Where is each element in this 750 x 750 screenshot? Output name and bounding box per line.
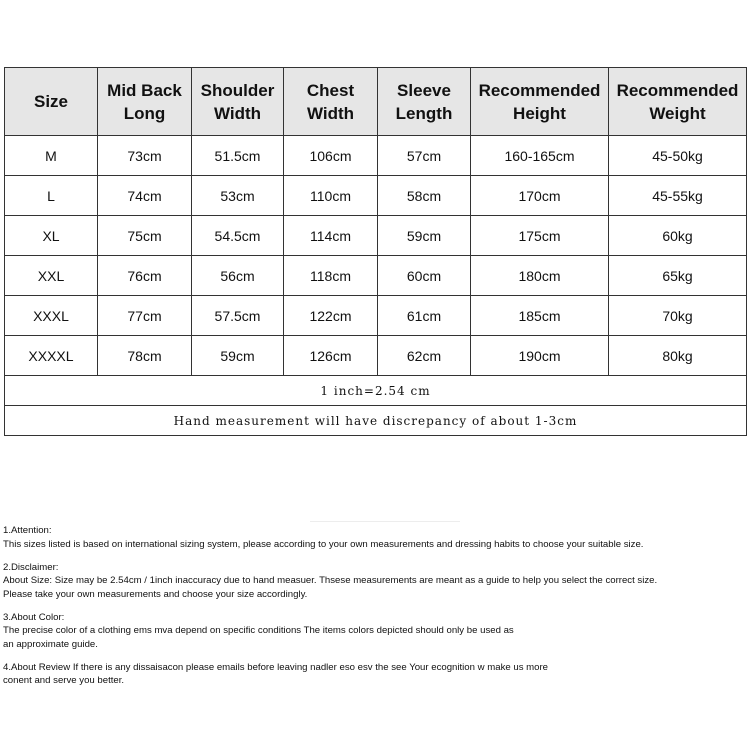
cell-shoulder-width: 56cm — [192, 256, 284, 296]
size-chart-table — [4, 67, 747, 436]
cell-size: XXXXL — [5, 336, 98, 376]
cell-recommended-weight: 45-50kg — [609, 136, 747, 176]
divider — [310, 521, 460, 522]
cell-recommended-height: 170cm — [471, 176, 609, 216]
cell-recommended-height: 180cm — [471, 256, 609, 296]
note-heading: 3.About Color: — [3, 611, 65, 623]
cell-chest-width: 126cm — [284, 336, 378, 376]
conversion-note: 1 inch=2.54 cm — [5, 376, 747, 406]
cell-recommended-height: 175cm — [471, 216, 609, 256]
header-size: Size — [5, 68, 98, 136]
note-text: an approximate guide. — [3, 638, 98, 650]
cell-recommended-weight: 80kg — [609, 336, 747, 376]
table-row — [5, 296, 747, 336]
cell-chest-width: 110cm — [284, 176, 378, 216]
cell-mid-back-long: 76cm — [98, 256, 192, 296]
table-row — [5, 336, 747, 376]
cell-sleeve-length: 58cm — [378, 176, 471, 216]
conversion-note-row — [5, 376, 747, 406]
cell-chest-width: 118cm — [284, 256, 378, 296]
note-block — [3, 524, 748, 551]
cell-shoulder-width: 59cm — [192, 336, 284, 376]
note-block — [3, 661, 748, 688]
header-chest-width: Chest Width — [284, 68, 378, 136]
note-block — [3, 561, 748, 602]
cell-sleeve-length: 57cm — [378, 136, 471, 176]
cell-shoulder-width: 53cm — [192, 176, 284, 216]
cell-sleeve-length: 59cm — [378, 216, 471, 256]
cell-mid-back-long: 73cm — [98, 136, 192, 176]
cell-sleeve-length: 62cm — [378, 336, 471, 376]
cell-mid-back-long: 74cm — [98, 176, 192, 216]
cell-mid-back-long: 77cm — [98, 296, 192, 336]
cell-recommended-height: 160-165cm — [471, 136, 609, 176]
measurement-note-row — [5, 406, 747, 436]
note-text: The precise color of a clothing ems mva depend on specific conditions The items colors depicted should only be used as — [3, 625, 514, 636]
measurement-note: Hand measurement will have discrepancy of about 1-3cm — [5, 406, 747, 436]
table-header-row — [5, 68, 747, 136]
cell-chest-width: 122cm — [284, 296, 378, 336]
table-row — [5, 216, 747, 256]
cell-recommended-weight: 70kg — [609, 296, 747, 336]
note-heading: 4.About Review If there is any dissaisacon please emails before leaving nadler eso esv the see Your ecognition w make us more — [3, 661, 549, 673]
cell-recommended-height: 190cm — [471, 336, 609, 376]
cell-mid-back-long: 75cm — [98, 216, 192, 256]
cell-recommended-weight: 60kg — [609, 216, 747, 256]
header-sleeve-length: Sleeve Length — [378, 68, 471, 136]
note-text: About Size: Size may be 2.54cm / 1inch inaccuracy due to hand measuer. Thsese measurements are meant as a guide to help you select the correct size. — [3, 575, 658, 586]
cell-recommended-weight: 45-55kg — [609, 176, 747, 216]
note-block — [3, 611, 748, 652]
header-recommended-weight: Recommended Weight — [609, 68, 747, 136]
header-recommended-height: Recommended Height — [471, 68, 609, 136]
cell-shoulder-width: 54.5cm — [192, 216, 284, 256]
note-heading: 2.Disclaimer: — [3, 561, 59, 573]
header-shoulder-width: Shoulder Width — [192, 68, 284, 136]
note-heading: 1.Attention: — [3, 525, 52, 536]
cell-sleeve-length: 60cm — [378, 256, 471, 296]
table-row — [5, 136, 747, 176]
cell-size: XL — [5, 216, 98, 256]
cell-shoulder-width: 51.5cm — [192, 136, 284, 176]
cell-shoulder-width: 57.5cm — [192, 296, 284, 336]
cell-chest-width: 114cm — [284, 216, 378, 256]
cell-size: XXXL — [5, 296, 98, 336]
cell-size: L — [5, 176, 98, 216]
cell-size: XXL — [5, 256, 98, 296]
notes-section — [3, 524, 748, 697]
table-row — [5, 256, 747, 296]
note-text: conent and serve you better. — [3, 675, 125, 686]
cell-recommended-height: 185cm — [471, 296, 609, 336]
cell-recommended-weight: 65kg — [609, 256, 747, 296]
cell-mid-back-long: 78cm — [98, 336, 192, 376]
note-text: Please take your own measurements and choose your size accordingly. — [3, 588, 308, 600]
header-mid-back-long: Mid Back Long — [98, 68, 192, 136]
note-text: This sizes listed is based on international sizing system, please according to your own measurements and dressing habits to choose your suitable size. — [3, 538, 644, 550]
cell-chest-width: 106cm — [284, 136, 378, 176]
table-row — [5, 176, 747, 216]
cell-size: M — [5, 136, 98, 176]
cell-sleeve-length: 61cm — [378, 296, 471, 336]
